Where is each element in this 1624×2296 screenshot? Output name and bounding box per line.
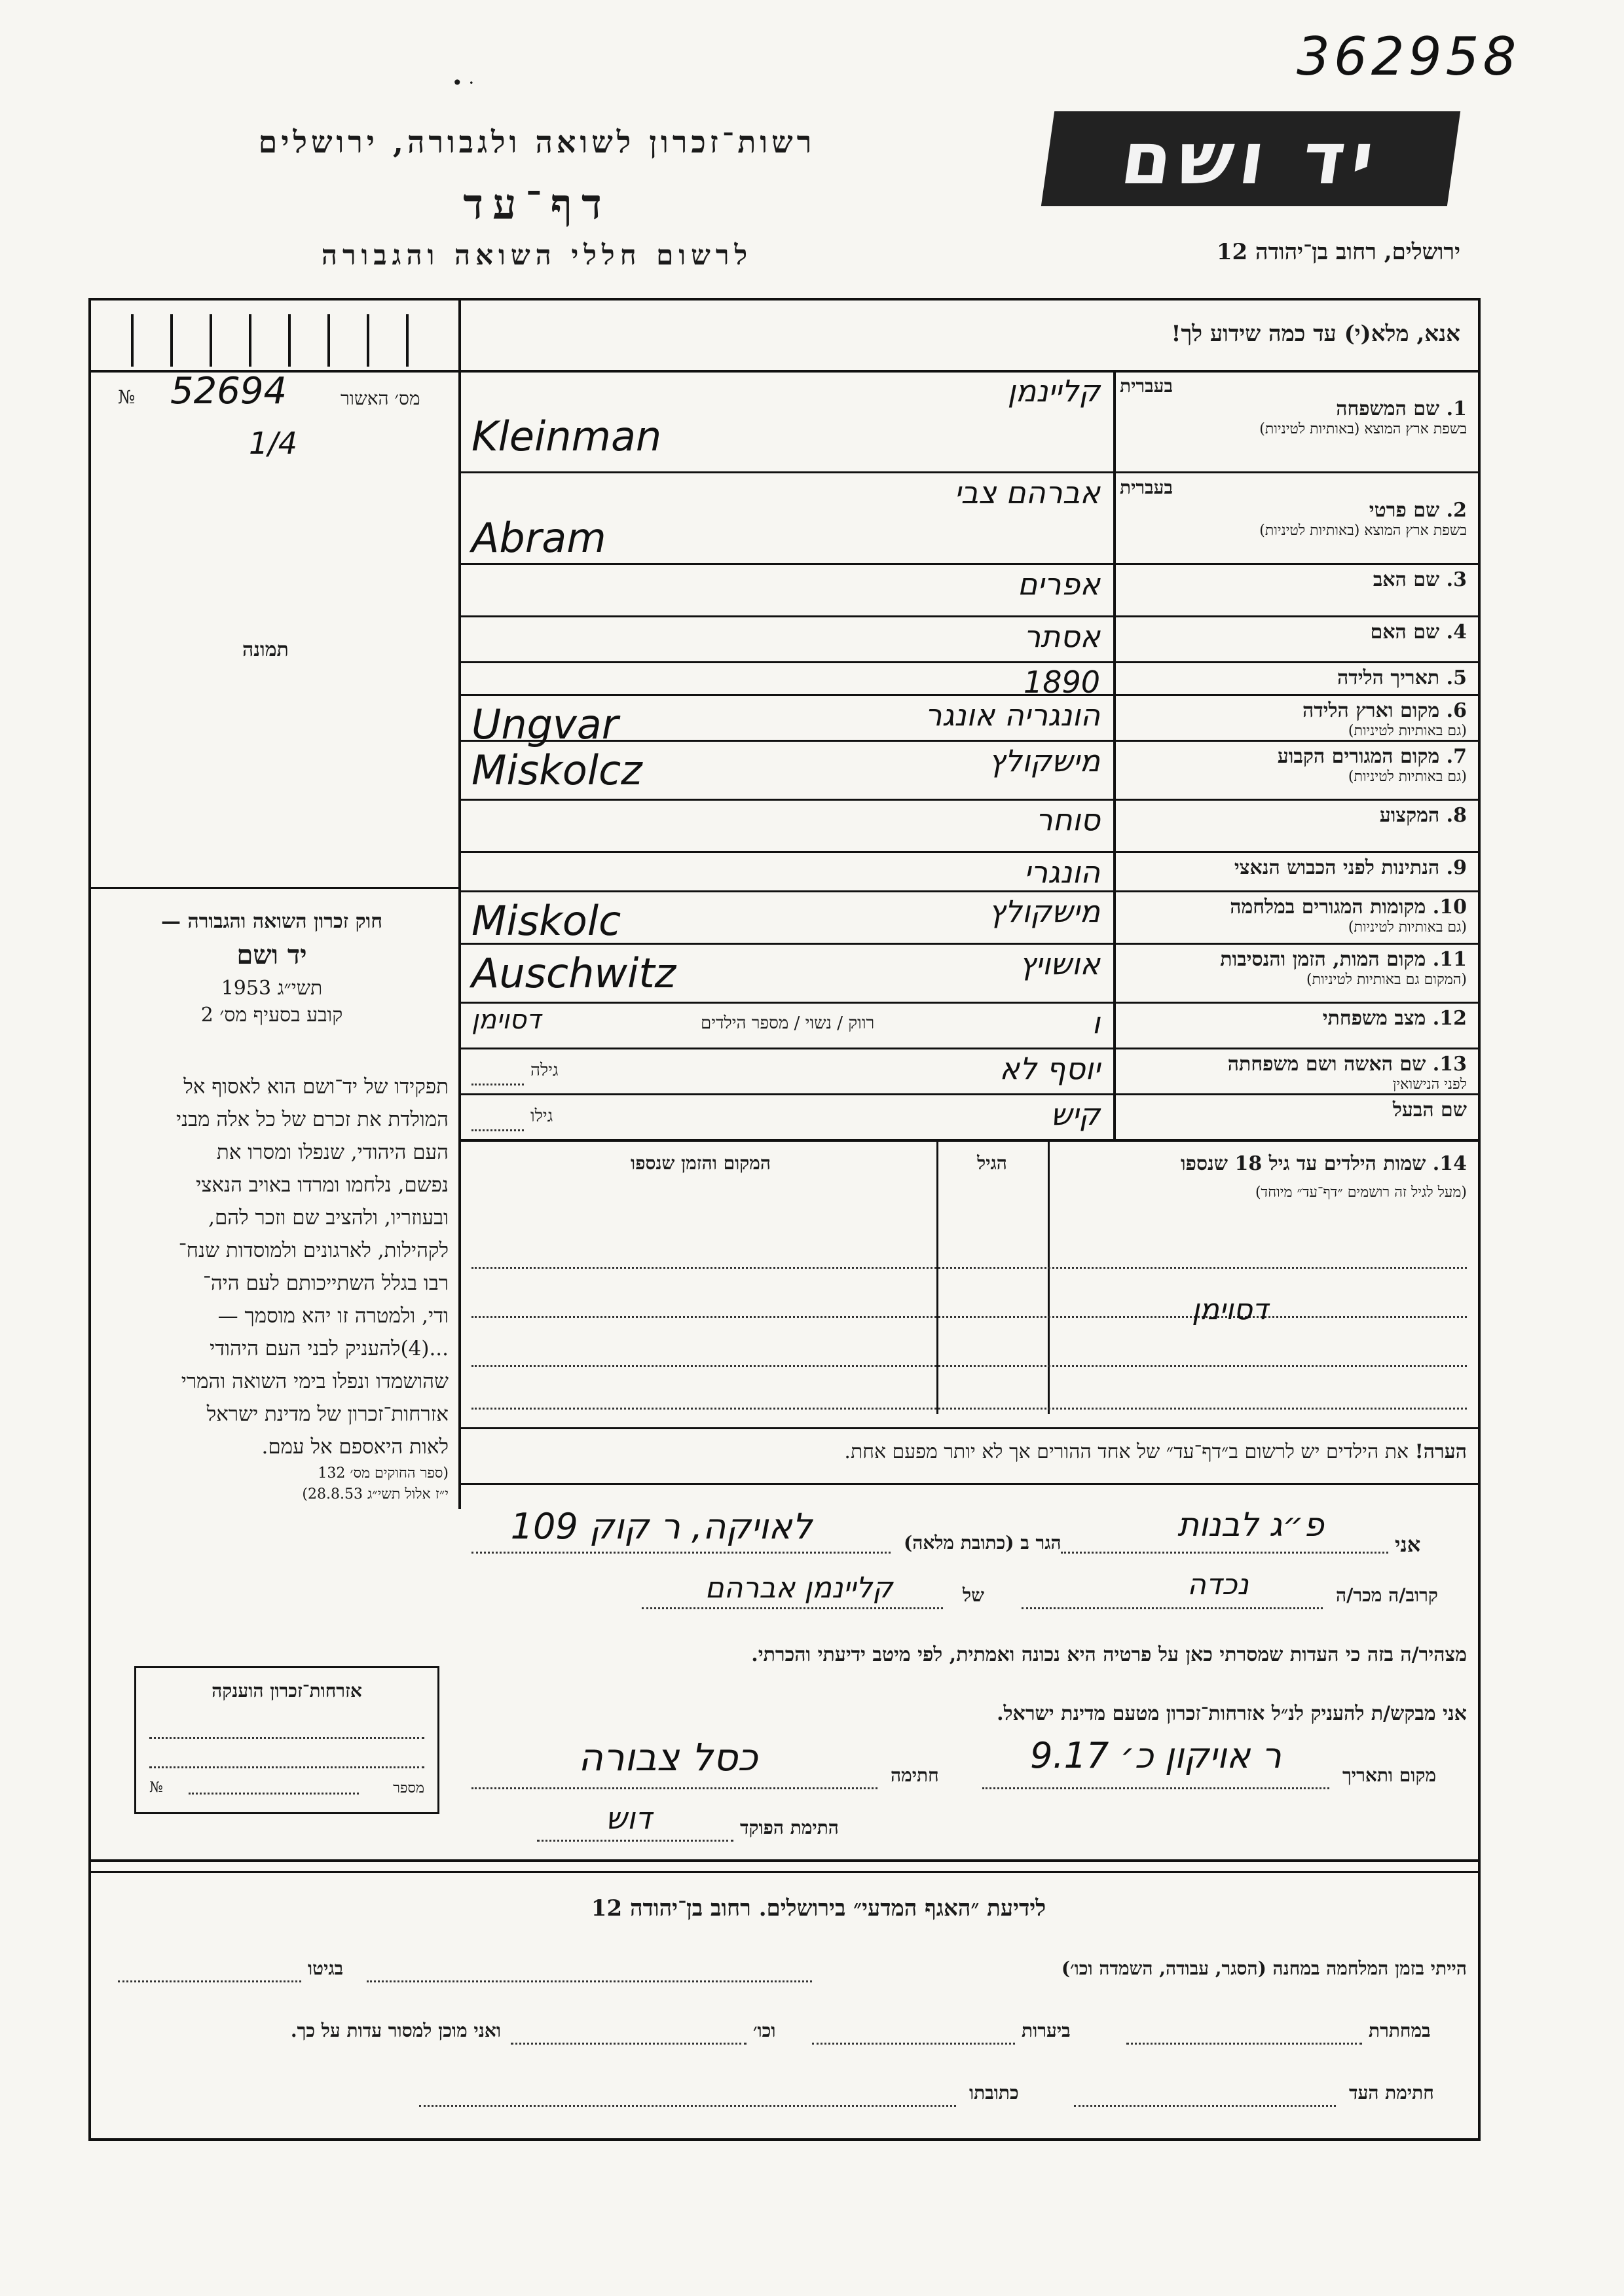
- field-value-hebrew: קיש: [1050, 1097, 1100, 1132]
- field-value-hebrew: קליינמן: [1007, 373, 1100, 409]
- decl-resides-label: הגר ב (כתובת מלאה): [904, 1532, 1061, 1554]
- law-year: תשי״ג 1953: [221, 977, 323, 1000]
- field-label: [1120, 1099, 1467, 1121]
- bottom-line1-b: בגיטו: [308, 1958, 344, 1979]
- field-value-hebrew: יוסף לא: [999, 1051, 1100, 1086]
- field-title: 10. מקומות המגורים במלחמה: [1230, 896, 1467, 919]
- law-title: חוק זכרון השואה והגבורה —: [161, 910, 382, 933]
- age-dots: [471, 1129, 524, 1131]
- field-label: [1120, 745, 1467, 785]
- authority-title: רשות־זכרון לשואה ולגבורה, ירושלים: [258, 124, 816, 160]
- field-subtitle: (גם באותיות לטיניות): [1348, 769, 1467, 785]
- children-entry: דסוימן: [1192, 1293, 1268, 1326]
- row-divider: [458, 1048, 1478, 1049]
- field-value-latin: Abram: [471, 514, 606, 562]
- field-label: [1120, 1007, 1467, 1030]
- field-title: 12. מצב משפחתי: [1322, 1007, 1467, 1030]
- decl-officer-label: התימת הפוקד: [740, 1817, 839, 1838]
- citizenship-title: אזרחות־זכרון הוענקה: [212, 1680, 362, 1702]
- hebrew-tag: בעברית: [1120, 375, 1173, 397]
- field-value-latin: Ungvar: [471, 701, 619, 748]
- field-subtitle: (גם באותיות לטיניות): [1348, 919, 1467, 936]
- field-title: 2. שם פרטי: [1369, 499, 1467, 522]
- field-label: [1120, 699, 1467, 739]
- form-title: דף־עד: [463, 180, 611, 229]
- bottom-ready: ואני מוכן למסור עדות על כך.: [290, 2020, 501, 2041]
- field-title: 1. שם המשפחה: [1336, 397, 1467, 420]
- bottom-underground: במחתרת: [1369, 2020, 1431, 2041]
- marital-extra-value: דסוימן: [471, 1005, 541, 1035]
- law-line: רבו בגלל השתייכותם לעם היה־: [202, 1271, 449, 1295]
- law-line: נפשם, נלחמו ומרדו באויב הנאצי: [196, 1173, 449, 1197]
- row-divider: [458, 851, 1478, 853]
- law-line: תפקידו של יד־ושם הוא לאסוף אל: [183, 1075, 449, 1099]
- law-line: העם היהודי, שנפלו ומסרו את: [216, 1140, 449, 1164]
- field-value-hebrew: מישקולץ: [988, 743, 1100, 778]
- decl-of-value: קליינמן אברהם: [705, 1571, 893, 1605]
- bottom-title: לידיעת ״האגף המדעי״ בירושלים. רחוב בן־יהודה 12: [591, 1895, 1046, 1922]
- age-label: גילה: [530, 1061, 559, 1080]
- field-value-hebrew: מישקולץ: [988, 894, 1100, 929]
- field-title: 3. שם האב: [1373, 568, 1467, 591]
- logo-block: [1041, 111, 1460, 206]
- field-value-hebrew: אפרים: [1017, 566, 1100, 602]
- stamp-number: 362958: [1297, 26, 1521, 87]
- field-title: 7. מקום המגורים הקבוע: [1277, 745, 1467, 768]
- decl-relative-label: קרוב/ה מכר/ה: [1336, 1584, 1438, 1606]
- decl-ani: אני: [1395, 1532, 1421, 1557]
- field-subtitle: (גם באותיות לטיניות): [1348, 723, 1467, 739]
- decl-address-value: לאויקה, ר קוק 109: [510, 1506, 813, 1547]
- row-divider: [458, 615, 1478, 617]
- note: [471, 1440, 1467, 1463]
- decl-signature-value: כסל צבורה: [578, 1735, 758, 1779]
- field-value-latin: Auschwitz: [471, 949, 676, 997]
- field-label: [1120, 621, 1467, 644]
- hebrew-tag: בעברית: [1120, 477, 1173, 498]
- decl-relation-value: נכדה: [1187, 1568, 1249, 1601]
- law-line: לאות היאספם אל עמם.: [261, 1435, 449, 1459]
- field-label: [1120, 568, 1467, 591]
- law-section-ref: קובע בסעיף מס׳ 2: [200, 1004, 343, 1027]
- field-title: 13. שם האשה ושם משפחתה: [1227, 1053, 1467, 1076]
- field-title: 4. שם האם: [1370, 621, 1467, 644]
- no-sign: №: [118, 386, 136, 408]
- age-label: גילו: [530, 1106, 553, 1126]
- row-divider: [458, 1002, 1478, 1004]
- code-boxes: [92, 301, 458, 367]
- field-value-latin: Miskolc: [471, 897, 621, 945]
- children-label: 14. שמות הילדים עד גיל 18 שנספו: [1180, 1152, 1467, 1175]
- marital-options: רווק / נשוי / מספר הילדים: [701, 1013, 875, 1033]
- law-line: ...(4)להעניק לבני העם היהודי: [210, 1337, 449, 1360]
- citizenship-no: №: [149, 1779, 163, 1796]
- field-subtitle: בשפת ארץ המוצא (באותיות לטיניות): [1259, 421, 1467, 437]
- law-ref-2: י״ז אלול תשי״ג 28.8.53): [302, 1486, 449, 1503]
- field-label: [1120, 804, 1467, 827]
- law-body: [98, 1070, 449, 1463]
- scan-artifact: • ·: [452, 72, 475, 94]
- field-value-hebrew: אושויץ: [1019, 946, 1100, 981]
- law-line: ודי, ולמטרה זו יהא מוסמך —: [217, 1304, 449, 1328]
- field-value-hebrew: ו: [1092, 1005, 1100, 1040]
- bottom-line1-a: הייתי בזמן המלחמה במחנה (הסגר, עבודה, השמדה וכו׳): [1061, 1958, 1467, 1979]
- bottom-address-label: כתובתו: [969, 2082, 1019, 2104]
- children-age-header: הגיל: [977, 1152, 1007, 1174]
- field-label: [1120, 948, 1467, 988]
- bottom-witness-signature: חתימת העד: [1349, 2082, 1434, 2104]
- law-ref-1: (ספר החוקים מס׳ 132: [318, 1465, 449, 1482]
- decl-of-label: של: [963, 1584, 984, 1606]
- decl-request: אני מבקש/ת להעניק לנ״ל אזרחות־זכרון מטעם מדינת ישראל.: [997, 1702, 1467, 1725]
- address: ירושלים, רחוב בן־יהודה 12: [1216, 239, 1460, 265]
- decl-name-value: פ״ג לבנות: [1177, 1506, 1324, 1544]
- field-subtitle: (המקום גם באותיות לטיניות): [1306, 972, 1467, 988]
- approval-label: מס׳ האשור: [341, 388, 420, 409]
- decl-place-date-label: מקום ותאריך: [1342, 1764, 1437, 1786]
- field-title: שם הבעל: [1392, 1099, 1467, 1121]
- decl-officer-value: דוש: [605, 1800, 652, 1836]
- citizenship-number-label: מספר: [393, 1780, 424, 1796]
- field-value-hebrew: אסתר: [1024, 619, 1100, 654]
- law-line: אזרחות־זכרון של מדינת ישראל: [206, 1402, 449, 1426]
- field-label: [1120, 856, 1467, 879]
- row-divider: [458, 471, 1478, 473]
- field-label: [1120, 896, 1467, 936]
- law-line: ובעוזריו, ולהציב שם וזכר להם,: [208, 1206, 449, 1230]
- field-title: 5. תאריך הלידה: [1337, 666, 1467, 689]
- field-value-hebrew: 1890: [1023, 665, 1100, 700]
- field-label: [1120, 477, 1467, 539]
- field-subtitle: לפני הנישואין: [1392, 1076, 1467, 1093]
- bottom-forests: ביערות: [1022, 2020, 1071, 2041]
- law-section: [98, 910, 445, 1027]
- field-label: [1120, 666, 1467, 689]
- children-sub: (מעל לגיל זה רושמים ״דף־עד״ מיוחד): [1255, 1184, 1467, 1201]
- decl-signature-label: חתימה: [891, 1764, 939, 1786]
- row-divider: [458, 661, 1478, 663]
- row-divider: [458, 1093, 1478, 1095]
- law-line: שהושמדו ונפלו בימי השואה והמרי: [181, 1370, 449, 1393]
- approval-sub: 1/4: [249, 426, 298, 461]
- photo-label: תמונה: [242, 638, 289, 661]
- law-line: המולדת את זכרם של כל אלה מבני: [175, 1108, 449, 1131]
- note-label: הערה!: [1414, 1440, 1467, 1463]
- instruction: אנא, מלא(י) עד כמה שידוע לך!: [1171, 321, 1460, 347]
- field-value-hebrew: אברהם צבי: [954, 475, 1100, 510]
- age-dots: [471, 1084, 524, 1085]
- approval-number: 52694: [170, 370, 287, 412]
- field-label: [1120, 375, 1467, 437]
- field-value-hebrew: סוחר: [1035, 802, 1100, 837]
- note-text: את הילדים יש לרשום ב״דף־עד״ של אחד ההורים אך לא יותר מפעם אחת.: [844, 1440, 1409, 1463]
- bottom-etc: וכו׳: [753, 2020, 776, 2041]
- law-reference: [98, 1463, 449, 1505]
- row-divider: [458, 890, 1478, 892]
- field-label: [1120, 1053, 1467, 1093]
- children-place-header: המקום והזמן שנספו: [631, 1152, 771, 1174]
- field-value-latin: Kleinman: [471, 412, 662, 460]
- citizenship-box: [134, 1666, 439, 1814]
- field-value-hebrew: הונגריה אונגר: [925, 697, 1100, 733]
- yad-vashem-logo: יד ושם: [1116, 117, 1386, 200]
- field-value-hebrew: הונגרי: [1024, 854, 1100, 890]
- field-title: 6. מקום וארץ הלידה: [1302, 699, 1467, 722]
- row-divider: [458, 563, 1478, 565]
- field-title: 8. המקצוע: [1379, 804, 1467, 827]
- field-subtitle: בשפת ארץ המוצא (באותיות לטיניות): [1259, 522, 1467, 539]
- field-title: 9. הנתינות לפני הכבוש הנאצי: [1234, 856, 1467, 879]
- law-line: לקהילות, לארגונים ולמוסדות שנח־: [178, 1239, 449, 1262]
- decl-statement: מצהיר/ה בזה כי העדות שמסרתי כאן על פרטיה היא נכונה ואמתית, לפי מיטב ידיעתי והכרתי.: [751, 1643, 1467, 1666]
- decl-place-date-value: ר אויקון כ׳ 9.17: [1030, 1735, 1282, 1776]
- form-subtitle: לרשום חללי השואה והגבורה: [321, 239, 753, 271]
- row-divider: [458, 799, 1478, 801]
- field-value-latin: Miskolcz: [471, 746, 642, 794]
- law-name: יד ושם: [236, 939, 307, 970]
- field-title: 11. מקום המות, הזמן והנסיבות: [1220, 948, 1467, 971]
